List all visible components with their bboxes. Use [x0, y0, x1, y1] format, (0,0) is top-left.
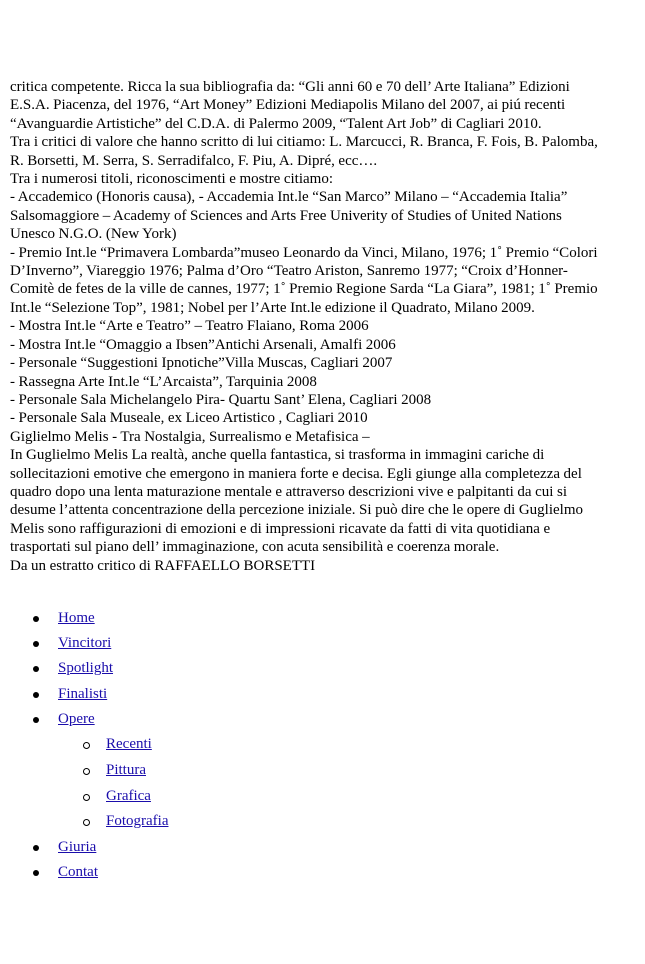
- submenu-item-fotografia: [58, 809, 645, 835]
- nav-link-grafica[interactable]: Grafica: [106, 787, 151, 804]
- text-line: Melis sono raffigurazioni di emozioni e di impressioni ricavate da fatti di vita quotidiana e: [10, 520, 551, 537]
- nav-link-spotlight[interactable]: Spotlight: [58, 660, 114, 677]
- nav-item-contat: [0, 860, 645, 885]
- nav-link-vincitori[interactable]: Vincitori: [58, 635, 112, 652]
- nav-item-vincitori: [0, 631, 645, 656]
- text-line: - Rassegna Arte Int.le “L’Arcaista”, Tarquinia 2008: [10, 373, 317, 390]
- text-line: - Mostra Int.le “Arte e Teatro” – Teatro Flaiano, Roma 2006: [10, 318, 369, 335]
- submenu-item-recenti: [58, 732, 645, 758]
- text-line: D’Inverno”, Viareggio 1976; Palma d’Oro “Teatro Ariston, Sanremo 1977; “Croix d’Honner-: [10, 263, 568, 280]
- nav-link-opere[interactable]: Opere: [58, 710, 95, 727]
- nav-link-giuria[interactable]: Giuria: [58, 839, 97, 856]
- text-line: In Guglielmo Melis La realtà, anche quella fantastica, si trasforma in immagini cariche di: [10, 447, 545, 464]
- text-line: “Avanguardie Artistiche” del C.D.A. di Palermo 2009, “Talent Art Job” di Cagliari 2010.: [10, 115, 542, 132]
- text-line: trasportati sul piano dell’ immaginazione, con acuta sensibilità e coerenza morale.: [10, 539, 500, 556]
- nav-link-contat[interactable]: Contat: [58, 864, 98, 881]
- nav-item-finalisti: [0, 682, 645, 707]
- article-body: [10, 78, 642, 575]
- submenu-item-pittura: [58, 758, 645, 784]
- text-line: Unesco N.G.O. (New York): [10, 226, 177, 243]
- text-line: sollecitazioni emotive che emergono in maniera forte e decisa. Egli giunge alla completezza del: [10, 465, 582, 482]
- opere-submenu: [58, 732, 645, 835]
- nav-link-pittura[interactable]: Pittura: [106, 761, 146, 778]
- nav-link-home[interactable]: Home: [58, 610, 95, 626]
- text-line: - Accademico (Honoris causa), - Accademia Int.le “San Marco” Milano – “Accademia Italia”: [10, 189, 568, 206]
- nav-item-home: [0, 606, 645, 631]
- text-line: - Personale Sala Michelangelo Pira- Quartu Sant’ Elena, Cagliari 2008: [10, 391, 432, 408]
- nav-item-spotlight: [0, 656, 645, 681]
- text-line: - Personale “Suggestioni Ipnotiche”Villa Muscas, Cagliari 2007: [10, 355, 393, 372]
- main-nav: [0, 606, 645, 886]
- text-line: Tra i numerosi titoli, riconoscimenti e mostre citiamo:: [10, 171, 333, 188]
- submenu-item-grafica: [58, 784, 645, 810]
- text-line: desume l’attenta concentrazione della percezione iniziale. Si può dire che le opere di Guglielmo: [10, 502, 583, 519]
- nav-link-recenti[interactable]: Recenti: [106, 735, 152, 752]
- text-line: - Personale Sala Museale, ex Liceo Artistico , Cagliari 2010: [10, 410, 368, 427]
- nav-item-giuria: [0, 835, 645, 860]
- nav-item-opere: [0, 707, 645, 835]
- text-line: - Premio Int.le “Primavera Lombarda”museo Leonardo da Vinci, Milano, 1976; 1˚ Premio “Colori: [10, 244, 598, 261]
- nav-link-fotografia[interactable]: Fotografia: [106, 813, 169, 830]
- text-line: Salsomaggiore – Academy of Sciences and Arts Free Univerity of Studies of United Nations: [10, 207, 562, 224]
- text-line: Giglielmo Melis - Tra Nostalgia, Surrealismo e Metafisica –: [10, 428, 370, 445]
- text-line: quadro dopo una lenta maturazione mentale e attraverso descrizioni vive e palpitanti da cui si: [10, 483, 567, 500]
- text-line: Tra i critici di valore che hanno scritto di lui citiamo: L. Marcucci, R. Branca, F. Fois, B. Palomba,: [10, 134, 598, 151]
- nav-link-finalisti[interactable]: Finalisti: [58, 685, 108, 702]
- text-line: E.S.A. Piacenza, del 1976, “Art Money” Edizioni Mediapolis Milano del 2007, ai piú recenti: [10, 97, 566, 114]
- text-line: R. Borsetti, M. Serra, S. Serradifalco, F. Piu, A. Dipré, ecc….: [10, 152, 378, 169]
- text-line: Int.le “Selezione Top”, 1981; Nobel per l’Arte Int.le edizione il Quadrato, Milano 2009.: [10, 299, 535, 316]
- text-line: Da un estratto critico di RAFFAELLO BORSETTI: [10, 557, 316, 574]
- text-line: critica competente. Ricca la sua bibliografia da: “Gli anni 60 e 70 dell’ Arte Italiana” Edizioni: [10, 79, 570, 95]
- text-line: - Mostra Int.le “Omaggio a Ibsen”Antichi Arsenali, Amalfi 2006: [10, 336, 396, 353]
- text-line: Comitè de fetes de la ville de cannes, 1977; 1˚ Premio Regione Sarda “La Giara”, 1981; 1˚ Premio: [10, 281, 598, 298]
